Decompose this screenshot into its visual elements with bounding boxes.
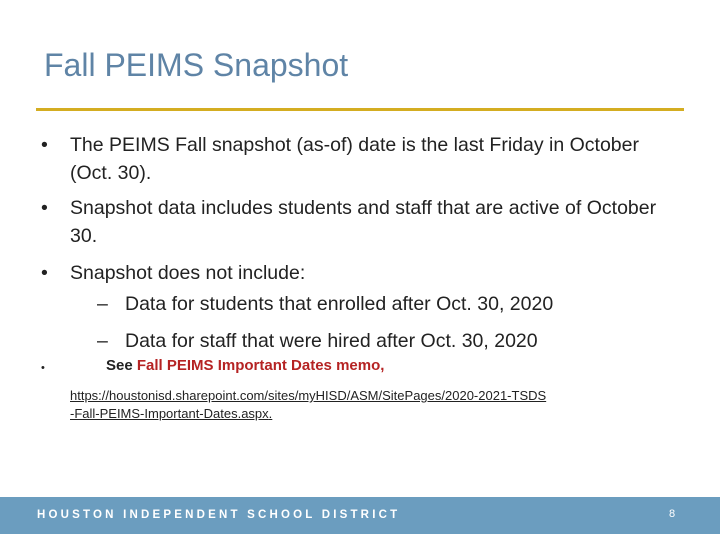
bullet-item: [36, 194, 670, 250]
bullet-marker: •: [41, 197, 48, 219]
district-name: HOUSTON INDEPENDENT SCHOOL DISTRICT: [37, 509, 401, 521]
slide-title: Fall PEIMS Snapshot: [44, 47, 349, 83]
page-number: 8: [669, 508, 676, 520]
bullet-item: [36, 259, 670, 287]
memo-link-trailing: .: [268, 406, 273, 421]
sub-bullet-item: [97, 290, 553, 318]
bullet-item: [36, 131, 670, 187]
see-note-text: [106, 356, 384, 376]
bullet-marker: •: [41, 362, 45, 374]
sub-bullet-marker: –: [97, 330, 108, 352]
sub-bullet-item: [97, 327, 538, 355]
memo-link-line1[interactable]: https://houstonisd.sharepoint.com/sites/myHISD/ASM/SitePages/2020-2021-TSDS: [70, 388, 547, 403]
bullet-text: The PEIMS Fall snapshot (as-of) date is the last Friday in October (Oct. 30).: [70, 134, 639, 184]
sub-bullet-marker: –: [97, 293, 108, 315]
title-divider: [36, 108, 684, 111]
memo-title: Fall PEIMS Important Dates memo,: [136, 357, 385, 374]
bullet-marker: •: [41, 262, 48, 284]
bullet-marker: •: [41, 134, 48, 156]
memo-link-line2-text[interactable]: -Fall-PEIMS-Important-Dates.aspx: [70, 406, 269, 421]
bullet-text: Snapshot data includes students and staff that are active of October 30.: [70, 197, 657, 247]
sub-bullet-text: Data for students that enrolled after Oct. 30, 2020: [125, 293, 554, 315]
see-prefix: See: [106, 357, 137, 374]
memo-link-line2[interactable]: [70, 405, 272, 423]
footer-bar: [0, 497, 720, 534]
bullet-text: Snapshot does not include:: [70, 262, 306, 284]
sub-bullet-text: Data for staff that were hired after Oct. 30, 2020: [125, 330, 538, 352]
